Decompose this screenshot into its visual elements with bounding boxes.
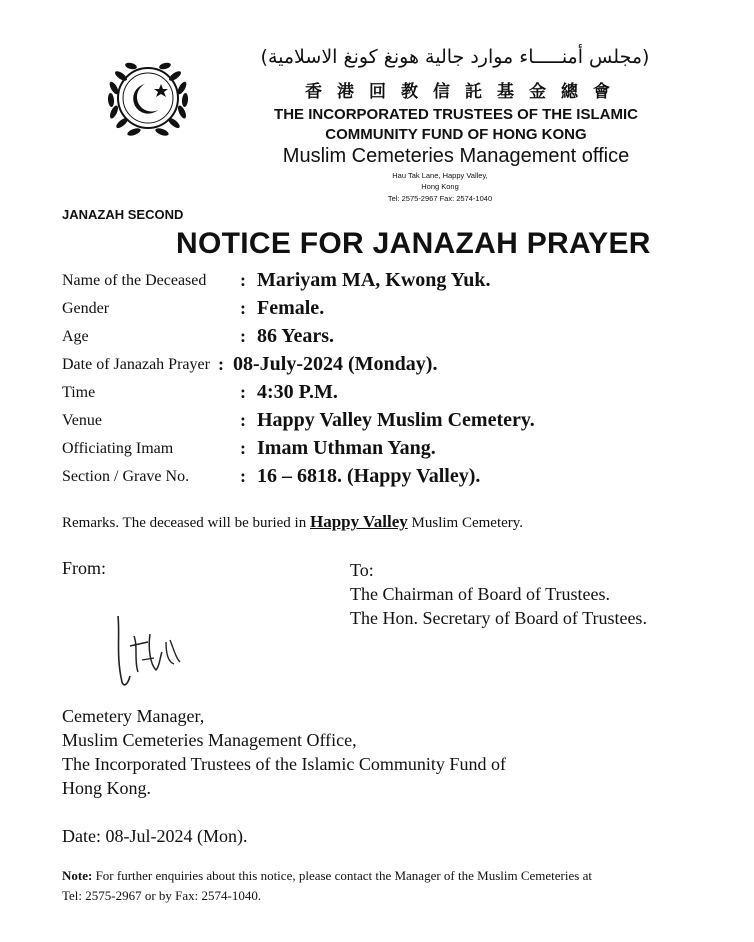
remarks-suffix: Muslim Cemetery.: [407, 515, 524, 531]
recipient-secretary: The Hon. Secretary of Board of Trustees.: [350, 608, 647, 628]
organization-name-line1: THE INCORPORATED TRUSTEES OF THE ISLAMIC: [274, 106, 638, 123]
recipients: [350, 558, 647, 630]
remarks: [62, 512, 523, 532]
sender-organization-cont: Hong Kong.: [62, 778, 151, 798]
organization-logo: [98, 48, 198, 148]
field-value-grave: 16 – 6818. (Happy Valley).: [257, 465, 481, 487]
field-value-venue: Happy Valley Muslim Cemetery.: [257, 409, 535, 431]
remarks-prefix: Remarks. The deceased will be buried in: [62, 515, 310, 531]
address-line2: Hong Kong: [421, 182, 459, 191]
field-value-name: Mariyam MA, Kwong Yuk.: [257, 269, 491, 291]
office-name: Muslim Cemeteries Management office: [282, 145, 630, 167]
field-value-age: 86 Years.: [257, 325, 335, 347]
field-colon: :: [240, 270, 246, 290]
note-text: For further enquiries about this notice, please contact the Manager of the Muslim Cemeteries at: [92, 868, 592, 883]
remarks-burial-place: Happy Valley: [309, 512, 408, 531]
field-colon: :: [240, 326, 246, 346]
field-label-time: Time: [62, 384, 96, 401]
signature: [104, 606, 194, 696]
field-colon: :: [240, 438, 246, 458]
field-colon: :: [218, 354, 224, 374]
contact-numbers: Tel: 2575-2967 Fax: 2574-1040: [387, 194, 493, 203]
field-label-date: Date of Janazah Prayer: [62, 356, 210, 373]
issue-date: Date: 08-Jul-2024 (Mon).: [62, 826, 248, 846]
sender-block: [62, 704, 506, 800]
field-colon: :: [240, 466, 246, 486]
field-colon: :: [240, 410, 246, 430]
field-label-imam: Officiating Imam: [62, 440, 174, 457]
field-value-time: 4:30 P.M.: [257, 381, 338, 403]
footnote: [62, 866, 732, 906]
organization-name-line2: COMMUNITY FUND OF HONG KONG: [325, 126, 587, 143]
field-label-name: Name of the Deceased: [62, 272, 207, 289]
to-label: To:: [350, 560, 374, 580]
notice-label: JANAZAH SECOND: [62, 207, 184, 222]
sender-organization: The Incorporated Trustees of the Islamic Community Fund of: [62, 754, 506, 774]
field-label-gender: Gender: [62, 300, 110, 317]
sender-title: Cemetery Manager,: [62, 706, 205, 726]
note-contact: Tel: 2575-2967 or by Fax: 2574-1040.: [62, 888, 262, 903]
field-label-grave: Section / Grave No.: [62, 468, 190, 485]
field-value-gender: Female.: [257, 297, 325, 319]
note-label: Note:: [62, 868, 93, 883]
arabic-organization-name: (مجلس أمنـــــاء موارد جالية هونغ كونغ الاسلامية): [260, 46, 650, 68]
field-label-age: Age: [62, 328, 89, 345]
field-value-date: 08-July-2024 (Monday).: [233, 353, 438, 375]
chinese-organization-name: 香港回教信託基金總會: [305, 82, 625, 102]
recipient-chairman: The Chairman of Board of Trustees.: [350, 584, 610, 604]
from-label: From:: [62, 558, 107, 578]
field-value-imam: Imam Uthman Yang.: [257, 437, 436, 459]
address-line1: Hau Tak Lane, Happy Valley,: [392, 171, 488, 180]
field-label-venue: Venue: [62, 412, 102, 429]
sender-office: Muslim Cemeteries Management Office,: [62, 730, 357, 750]
field-colon: :: [240, 298, 246, 318]
field-colon: :: [240, 382, 246, 402]
notice-title: NOTICE FOR JANAZAH PRAYER: [176, 227, 651, 260]
